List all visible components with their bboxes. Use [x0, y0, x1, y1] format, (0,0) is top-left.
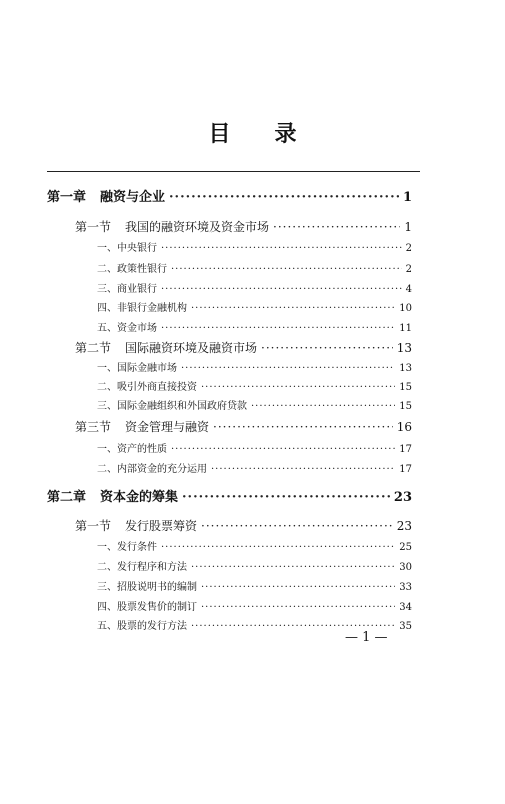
toc-entry-label [97, 538, 157, 553]
item-title: 四、股票发售价的制订 [97, 602, 197, 613]
item-title: 三、商业银行 [97, 284, 157, 295]
leader-dots [181, 363, 395, 374]
page-number: 13 [399, 363, 412, 374]
leader-dots [161, 243, 402, 254]
page-number: 1 [402, 190, 412, 205]
item-title: 二、吸引外商直接投资 [97, 382, 197, 393]
item-title: 三、招股说明书的编制 [97, 582, 197, 593]
page-number: 23 [393, 490, 412, 505]
page-number: 13 [396, 341, 412, 355]
section-number: 第三节 [75, 420, 112, 434]
leader-dots [191, 562, 395, 573]
toc-entry-label [97, 578, 197, 593]
leader-dots [161, 284, 402, 295]
toc-entry-label [47, 186, 165, 205]
leader-dots [213, 420, 393, 434]
toc-entry-label [97, 260, 167, 275]
toc-entry-item[interactable] [97, 460, 412, 475]
page-number: 34 [399, 602, 412, 613]
toc-entry-item[interactable] [97, 558, 412, 573]
page-number: 17 [399, 464, 412, 475]
title-char-left: 目 [208, 121, 231, 147]
toc-entry-label [97, 558, 187, 573]
footer-page-number: — 1 — [345, 630, 388, 645]
leader-dots [182, 490, 390, 505]
page-number: 15 [399, 401, 412, 412]
item-title: 一、国际金融市场 [97, 363, 177, 374]
toc-entry-item[interactable] [97, 378, 412, 393]
item-title: 四、非银行金融机构 [97, 303, 187, 314]
page-title [0, 117, 505, 148]
toc-entry-label [97, 598, 197, 613]
leader-dots [161, 323, 395, 334]
chapter-title: 资本金的筹集 [100, 490, 179, 505]
section-title: 资金管理与融资 [125, 420, 210, 434]
section-number: 第二节 [75, 341, 112, 355]
leader-dots [211, 464, 395, 475]
toc-entry-section[interactable] [75, 517, 412, 534]
page-number: 4 [405, 284, 412, 295]
toc-entry-chapter[interactable] [47, 186, 412, 205]
page-number: 2 [405, 243, 412, 254]
item-title: 五、股票的发行方法 [97, 621, 187, 632]
page-number: 11 [399, 323, 412, 334]
item-title: 一、中央银行 [97, 243, 157, 254]
leader-dots [201, 382, 395, 393]
leader-dots [201, 602, 395, 613]
section-title: 国际融资环境及融资市场 [125, 341, 258, 355]
page-number: 23 [396, 519, 412, 533]
toc-entry-label [75, 517, 197, 534]
page-number: 15 [399, 382, 412, 393]
leader-dots [191, 303, 395, 314]
section-number: 第一节 [75, 519, 112, 533]
toc-entry-label [97, 397, 247, 412]
toc-entry-label [97, 460, 207, 475]
toc-entry-label [97, 440, 167, 455]
toc-entry-label [97, 280, 157, 295]
leader-dots [171, 264, 402, 275]
toc-entry-label [47, 486, 178, 505]
toc-entry-label [97, 617, 187, 632]
section-title: 发行股票筹资 [125, 519, 198, 533]
item-title: 二、发行程序和方法 [97, 562, 187, 573]
toc-entry-label [75, 418, 209, 435]
page-number: 10 [399, 303, 412, 314]
leader-dots [273, 220, 400, 234]
toc-entry-item[interactable] [97, 598, 412, 613]
item-title: 一、发行条件 [97, 542, 157, 553]
page-number: 16 [396, 420, 412, 434]
page-number: 33 [399, 582, 412, 593]
toc-entry-section[interactable] [75, 218, 412, 235]
leader-dots [201, 519, 393, 533]
item-title: 二、内部资金的充分运用 [97, 464, 207, 475]
leader-dots [201, 582, 395, 593]
toc-entry-item[interactable] [97, 239, 412, 254]
toc-entry-label [97, 319, 157, 334]
title-rule [47, 171, 420, 172]
section-number: 第一节 [75, 220, 112, 234]
toc-entry-label [97, 359, 177, 374]
toc-entry-label [97, 299, 187, 314]
leader-dots [169, 190, 399, 205]
toc-entry-item[interactable] [97, 538, 412, 553]
toc-entry-item[interactable] [97, 440, 412, 455]
toc-entry-item[interactable] [97, 359, 412, 374]
chapter-title: 融资与企业 [100, 190, 166, 205]
toc-entry-item[interactable] [97, 578, 412, 593]
leader-dots [261, 341, 393, 355]
toc-entry-item[interactable] [97, 319, 412, 334]
leader-dots [171, 444, 395, 455]
chapter-number: 第一章 [47, 190, 87, 205]
item-title: 一、资产的性质 [97, 444, 167, 455]
title-char-right: 录 [274, 121, 297, 147]
page-number: 2 [405, 264, 412, 275]
page-number: 17 [399, 444, 412, 455]
page-number: 25 [399, 542, 412, 553]
leader-dots [251, 401, 395, 412]
toc-entry-label [97, 378, 197, 393]
toc-entry-label [75, 218, 269, 235]
page-number: 30 [399, 562, 412, 573]
page-number: 1 [404, 220, 412, 234]
toc-entry-item[interactable] [97, 280, 412, 295]
leader-dots [161, 542, 395, 553]
toc-entry-item[interactable] [97, 260, 412, 275]
toc-entry-section[interactable] [75, 339, 412, 356]
toc-entry-chapter[interactable] [47, 486, 412, 505]
toc-entry-label [97, 239, 157, 254]
section-title: 我国的融资环境及资金市场 [125, 220, 270, 234]
toc-entry-label [75, 339, 257, 356]
toc-entry-item[interactable] [97, 299, 412, 314]
item-title: 五、资金市场 [97, 323, 157, 334]
toc-entry-item[interactable] [97, 397, 412, 412]
page-number: 35 [399, 621, 412, 632]
toc-entry-section[interactable] [75, 418, 412, 435]
item-title: 三、国际金融组织和外国政府贷款 [97, 401, 247, 412]
item-title: 二、政策性银行 [97, 264, 167, 275]
chapter-number: 第二章 [47, 490, 87, 505]
